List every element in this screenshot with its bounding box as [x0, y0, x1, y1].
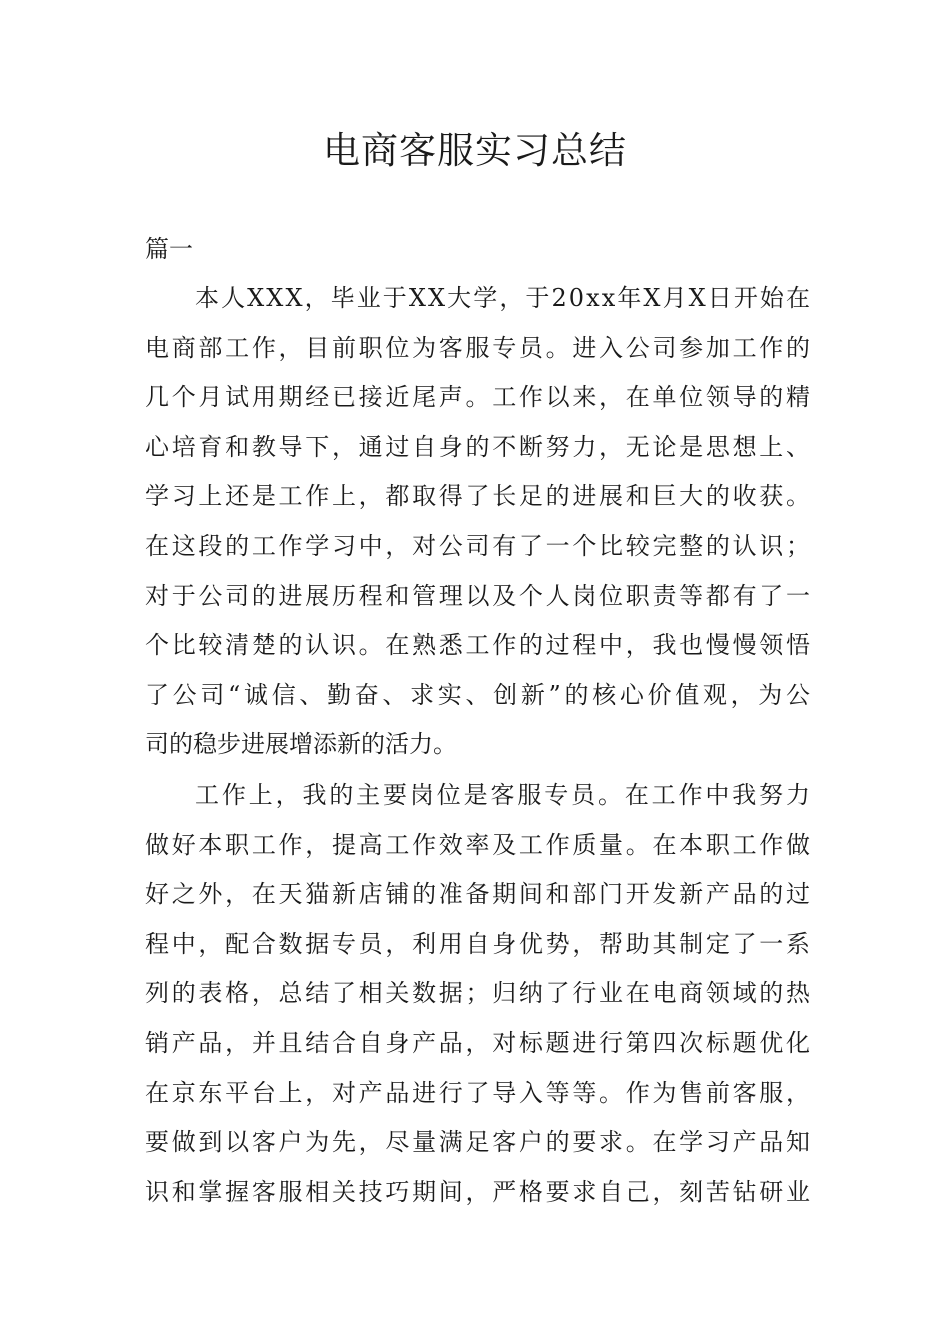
paragraph-line: 列的表格，总结了相关数据；归纳了行业在电商领域的热	[145, 979, 813, 1008]
paragraph-line: 工作上，我的主要岗位是客服专员。在工作中我努力	[195, 781, 813, 809]
paragraph-line: 对于公司的进展历程和管理以及个人岗位职责等都有了一	[145, 581, 813, 610]
paragraph-line: 程中，配合数据专员，利用自身优势，帮助其制定了一系	[145, 929, 813, 958]
paragraph-line: 个比较清楚的认识。在熟悉工作的过程中，我也慢慢领悟	[145, 631, 813, 660]
paragraph-line: 好之外，在天猫新店铺的准备期间和部门开发新产品的过	[145, 880, 813, 909]
paragraph-line: 心培育和教导下，通过自身的不断努力，无论是思想上、	[145, 432, 813, 461]
paragraph-line: 在这段的工作学习中，对公司有了一个比较完整的认识；	[145, 531, 813, 560]
paragraph-line: 司的稳步进展增添新的活力。	[145, 730, 457, 759]
paragraph-1	[145, 274, 814, 770]
paragraph-line: 了公司“诚信、勤奋、求实、创新”的核心价值观，为公	[145, 680, 814, 709]
paragraph-line: 电商部工作，目前职位为客服专员。进入公司参加工作的	[145, 333, 813, 362]
paragraph-line: 学习上还是工作上，都取得了长足的进展和巨大的收获。	[145, 482, 813, 511]
paragraph-line: 做好本职工作，提高工作效率及工作质量。在本职工作做	[145, 830, 813, 859]
paragraph-line: 几个月试用期经已接近尾声。工作以来，在单位领导的精	[145, 383, 813, 412]
paragraph-line: 在京东平台上，对产品进行了导入等等。作为售前客服，	[145, 1078, 813, 1107]
paragraph-line: 要做到以客户为先，尽量满足客户的要求。在学习产品知	[145, 1128, 813, 1157]
paragraph-line: 本人XXX，毕业于XX大学，于20xx年X月X日开始在	[195, 284, 813, 312]
paragraph-line: 销产品，并且结合自身产品，对标题进行第四次标题优化	[145, 1028, 813, 1057]
paragraph-line: 识和掌握客服相关技巧期间，严格要求自己，刻苦钻研业	[145, 1177, 813, 1206]
document-title: 电商客服实习总结	[323, 129, 627, 172]
section-label: 篇一	[145, 235, 193, 263]
paragraph-2	[145, 771, 813, 1217]
